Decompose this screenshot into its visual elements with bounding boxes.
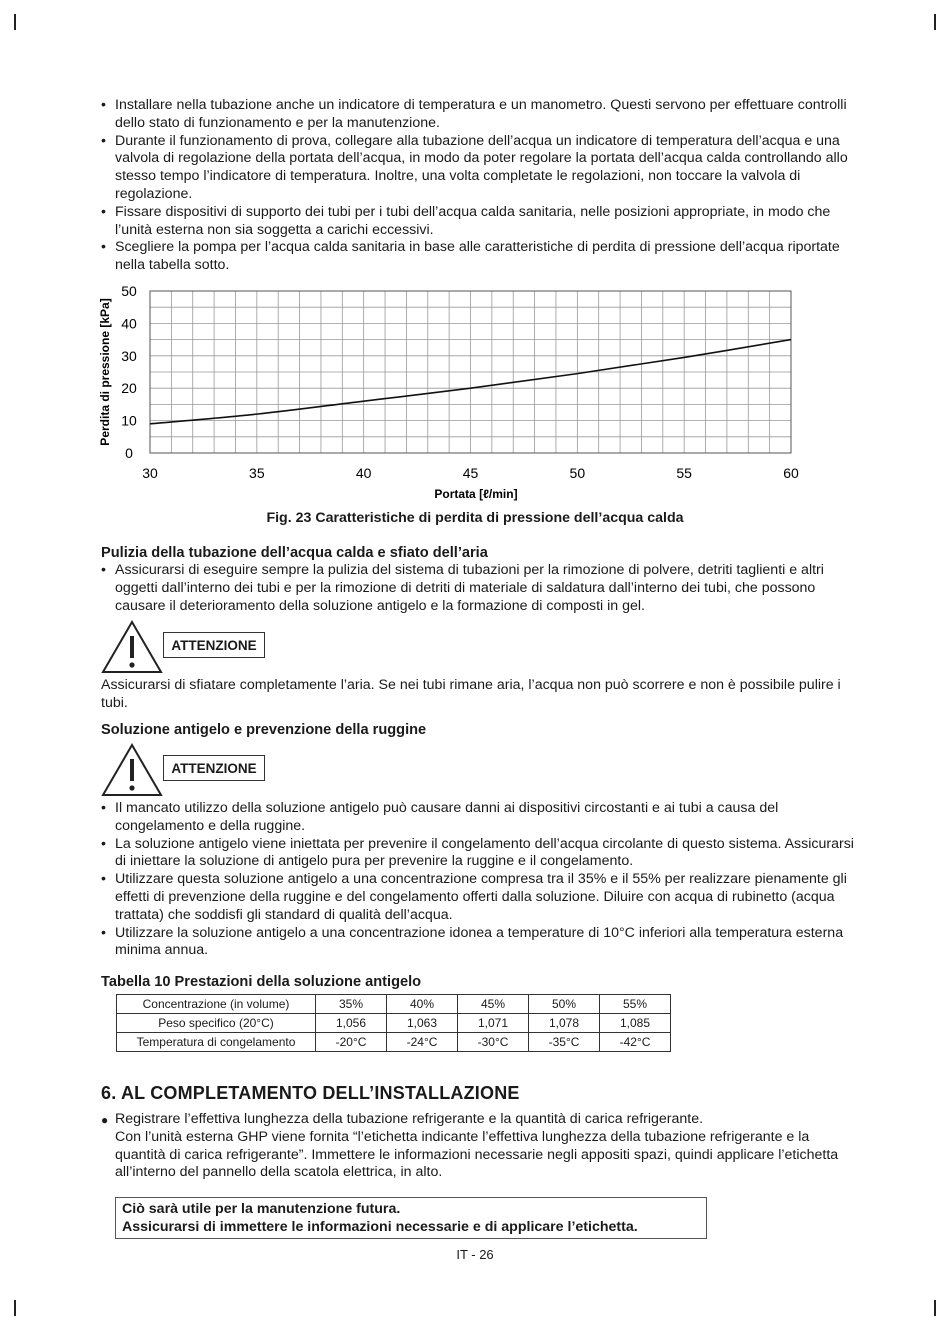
table-cell: 55% (600, 995, 671, 1014)
cleaning-bullet: • Assicurarsi di eseguire sempre la pulizia del sistema di tubazioni per la rimozione di polvere, detriti taglienti e altri oggetti dall’interno dei tubi e per la rimozione di detriti di materiale di saldatura dall’interno dei tubi, che possono causare il deterioramento della soluzione antigelo e la formazione di composti in gel. (101, 562, 861, 615)
x-tick-label: 30 (142, 465, 158, 481)
y-axis-label: Perdita di pressione [kPa] (98, 298, 112, 446)
crop-mark-top-left (14, 14, 16, 30)
x-tick-label: 45 (462, 465, 479, 481)
figure-caption: Fig. 23 Caratteristiche di perdita di pressione dell’acqua calda (266, 510, 684, 526)
x-tick-label: 60 (783, 465, 799, 481)
y-tick-label: 50 (121, 283, 137, 299)
warning-triangle-icon (101, 620, 163, 674)
table-row (117, 1033, 671, 1052)
antifreeze-bullet: • Utilizzare questa soluzione antigelo a una concentrazione compresa tra il 35% e il 55% per realizzare pienamente gli effetti di prevenzione della ruggine e del congelamento offerti dalla soluzione. Diluire con acqua di rubinetto (acqua trattata) che soddisfi gli standard di qualità dell’acqua. (101, 871, 861, 924)
table-cell: 50% (529, 995, 600, 1014)
table-cell: 45% (458, 995, 529, 1014)
section-6-bullet-text: Registrare l’effettiva lunghezza della tubazione refrigerante e la quantità di carica refrigerante. (115, 1111, 704, 1127)
pressure-loss-chart (95, 280, 835, 505)
warning-label: ATTENZIONE (163, 632, 265, 658)
section-6-bullet-list (101, 1111, 861, 1182)
warning-text: Assicurarsi di sfiatare completamente l’aria. Se nei tubi rimane aria, l’acqua non può scorrere e non è possibile pulire i tubi. (101, 677, 841, 711)
cleaning-warning-text (101, 677, 861, 713)
table-cell: -30°C (458, 1033, 529, 1052)
y-tick-label: 40 (121, 315, 137, 332)
y-tick-label: 0 (125, 445, 133, 461)
crop-mark-bottom-left (14, 1300, 16, 1316)
section-6-text: Con l’unità esterna GHP viene fornita “l’etichetta indicante l’effettiva lunghezza della tubazione refrigerante e la quantità di carica refrigerante”. Immettere le informazioni necessarie negli appositi spazi, quindi applicare l’etichetta all’interno del pannello della scatola elettrica, in alto. (115, 1128, 839, 1181)
table-row (117, 1014, 671, 1033)
x-tick-label: 50 (569, 465, 586, 481)
table-title: Tabella 10 Prestazioni della soluzione antigelo (101, 974, 422, 990)
cleaning-bullet-list (101, 562, 861, 615)
x-tick-label: 55 (676, 465, 692, 481)
x-tick-label: 35 (249, 465, 265, 481)
warning-triangle-icon (101, 743, 163, 797)
table-cell: -20°C (316, 1033, 387, 1052)
y-tick-labels (121, 283, 137, 461)
table-cell: 1,078 (529, 1014, 600, 1033)
cleaning-warning (101, 620, 281, 676)
section-6-title: 6. AL COMPLETAMENTO DELL’INSTALLAZIONE (101, 1083, 520, 1103)
table-cell: 1,056 (316, 1014, 387, 1033)
table-cell: 1,071 (458, 1014, 529, 1033)
warning-label: ATTENZIONE (163, 755, 265, 781)
table-cell: -24°C (387, 1033, 458, 1052)
antifreeze-bullet-list (101, 800, 861, 960)
section-6-body (101, 1111, 861, 1182)
x-tick-labels (142, 465, 799, 481)
cleaning-section (101, 545, 861, 615)
antifreeze-heading-block (101, 722, 861, 738)
x-axis-label: Portata [ℓ/min] (434, 487, 518, 501)
antifreeze-bullet: • La soluzione antigelo viene iniettata per prevenire il congelamento dell’acqua circolante di questo sistema. Assicurarsi di iniettare la soluzione di antigelo pura per prevenire la ruggine e il congelamento. (101, 836, 861, 872)
intro-bullet: • Scegliere la pompa per l’acqua calda sanitaria in base alle caratteristiche di perdita di pressione dell’acqua riportate nella tabella sotto. (101, 239, 861, 275)
intro-bullet: • Fissare dispositivi di supporto dei tubi per i tubi dell’acqua calda sanitaria, nelle posizioni appropriate, in modo che l’unità esterna non sia soggetta a carichi eccessivi. (101, 204, 861, 240)
antifreeze-bullets-block (101, 800, 861, 960)
table-row (117, 995, 671, 1014)
antifreeze-bullet: • Il mancato utilizzo della soluzione antigelo può causare danni ai dispositivi circostanti e ai tubi a causa del congelamento e della ruggine. (101, 800, 861, 836)
antifreeze-performance-table (116, 994, 671, 1052)
intro-bullet: • Durante il funzionamento di prova, collegare alla tubazione dell’acqua un indicatore di temperatura dell’acqua e una valvola di regolazione della portata dell’acqua, in modo da poter regolare la portata dell’acqua calda controllando allo stesso tempo l’indicatore di temperatura. Inoltre, una volta completate le regolazioni, non toccare la valvola di regolazione. (101, 133, 861, 204)
chart-grid (150, 291, 791, 453)
x-tick-label: 40 (355, 465, 372, 481)
y-tick-label: 10 (121, 412, 137, 429)
intro-bullet: • Installare nella tubazione anche un indicatore di temperatura e un manometro. Questi servono per effettuare controlli dello stato di funzionamento e per la manutenzione. (101, 97, 861, 133)
note-line: Assicurarsi di immettere le informazioni necessarie e di applicare l’etichetta. (122, 1219, 638, 1235)
table-cell: 35% (316, 995, 387, 1014)
intro-bullet-list (101, 97, 861, 275)
table-cell: Temperatura di congelamento (117, 1033, 316, 1052)
table-cell: -42°C (600, 1033, 671, 1052)
note-line: Ciò sarà utile per la manutenzione futura. (122, 1201, 401, 1217)
crop-mark-bottom-right (934, 1300, 936, 1316)
table-cell: 1,085 (600, 1014, 671, 1033)
crop-mark-top-right (934, 14, 936, 30)
antifreeze-bullet: • Utilizzare la soluzione antigelo a una concentrazione idonea a temperature di 10°C inferiori alla temperatura esterna minima annua. (101, 925, 861, 961)
table-cell: Peso specifico (20°C) (117, 1014, 316, 1033)
table-cell: 1,063 (387, 1014, 458, 1033)
antifreeze-warning (101, 743, 281, 799)
section-6-bullet (101, 1111, 861, 1182)
maintenance-note-box (115, 1197, 707, 1239)
table-cell: Concentrazione (in volume) (117, 995, 316, 1014)
y-tick-label: 20 (121, 380, 137, 397)
cleaning-heading: Pulizia della tubazione dell’acqua calda e sfiato dell’aria (101, 545, 488, 561)
table-cell: -35°C (529, 1033, 600, 1052)
antifreeze-heading: Soluzione antigelo e prevenzione della ruggine (101, 722, 427, 738)
table-cell: 40% (387, 995, 458, 1014)
page-number: IT - 26 (456, 1247, 494, 1262)
table-title-block (101, 974, 861, 990)
intro-section (101, 97, 861, 275)
y-tick-label: 30 (121, 347, 137, 364)
